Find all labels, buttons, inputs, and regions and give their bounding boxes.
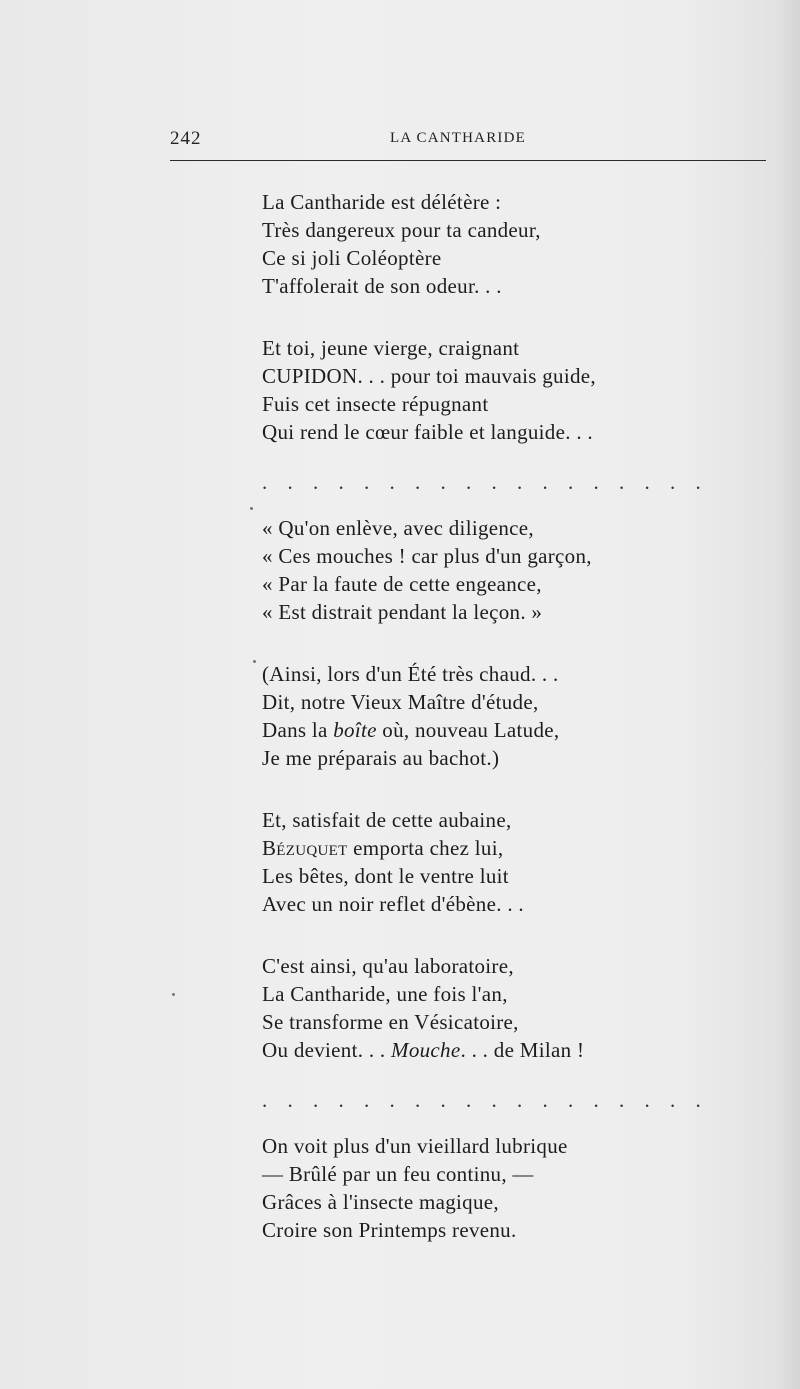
line-text: . . . de Milan !	[460, 1038, 585, 1062]
poem-line: Je me préparais au bachot.)	[262, 746, 500, 770]
poem-line: Grâces à l'insecte magique,	[262, 1190, 499, 1214]
print-speck	[253, 660, 256, 663]
line-text: emporta chez lui,	[347, 836, 504, 860]
poem-line: CUPIDON. . . pour toi mauvais guide,	[262, 364, 596, 388]
poem-line: « Ces mouches ! car plus d'un garçon,	[262, 544, 592, 568]
poem-line: — Brûlé par un feu continu, —	[262, 1162, 534, 1186]
poem-line: Dit, notre Vieux Maître d'étude,	[262, 690, 539, 714]
poem-line: Qui rend le cœur faible et languide. . .	[262, 420, 593, 444]
poem-line: « Est distrait pendant la leçon. »	[262, 600, 543, 624]
ellipsis-separator: . . . . . . . . . . . . . . . . . .	[262, 470, 709, 494]
line-text: où, nouveau Latude,	[376, 718, 560, 742]
poem-line: Fuis cet insecte répugnant	[262, 392, 489, 416]
print-speck	[172, 993, 175, 996]
stanza-5	[262, 806, 682, 918]
poem-line: On voit plus d'un vieillard lubrique	[262, 1134, 568, 1158]
poem	[262, 188, 709, 1278]
smallcaps-name: Bézuquet	[262, 836, 348, 860]
line-text: Ou devient. . .	[262, 1038, 392, 1062]
poem-line: Croire son Printemps revenu.	[262, 1218, 517, 1242]
stanza-6	[262, 952, 682, 1064]
running-head: LA CANTHARIDE	[390, 130, 527, 146]
stanza-4	[262, 660, 682, 772]
line-text: Dans la	[262, 718, 334, 742]
poem-line: T'affolerait de son odeur. . .	[262, 274, 502, 298]
poem-line: La Cantharide est délétère :	[262, 190, 502, 214]
poem-line: Ce si joli Coléoptère	[262, 246, 442, 270]
page-header	[170, 128, 766, 154]
stanza-2	[262, 334, 682, 446]
poem-line: Très dangereux pour ta candeur,	[262, 218, 541, 242]
poem-line-mouche	[262, 1036, 682, 1064]
stanza-1	[262, 188, 682, 300]
stanza-7	[262, 1132, 682, 1244]
poem-line: Et toi, jeune vierge, craignant	[262, 336, 520, 360]
italic-word: boîte	[333, 718, 377, 742]
poem-line: C'est ainsi, qu'au laboratoire,	[262, 954, 514, 978]
poem-line: « Par la faute de cette engeance,	[262, 572, 542, 596]
poem-line: Et, satisfait de cette aubaine,	[262, 808, 512, 832]
page-number: 242	[170, 128, 202, 149]
poem-line: (Ainsi, lors d'un Été très chaud. . .	[262, 662, 559, 686]
poem-line: Avec un noir reflet d'ébène. . .	[262, 892, 524, 916]
poem-line-boite	[262, 716, 682, 744]
ellipsis-separator: . . . . . . . . . . . . . . . . . .	[262, 1088, 709, 1112]
print-speck	[250, 507, 253, 510]
poem-line: La Cantharide, une fois l'an,	[262, 982, 508, 1006]
poem-line: Se transforme en Vésicatoire,	[262, 1010, 519, 1034]
poem-line-bezuquet	[262, 834, 682, 862]
poem-line: « Qu'on enlève, avec diligence,	[262, 516, 534, 540]
stanza-3	[262, 514, 682, 626]
poem-line: Les bêtes, dont le ventre luit	[262, 864, 509, 888]
header-rule	[170, 160, 766, 161]
italic-word: Mouche	[391, 1038, 461, 1062]
